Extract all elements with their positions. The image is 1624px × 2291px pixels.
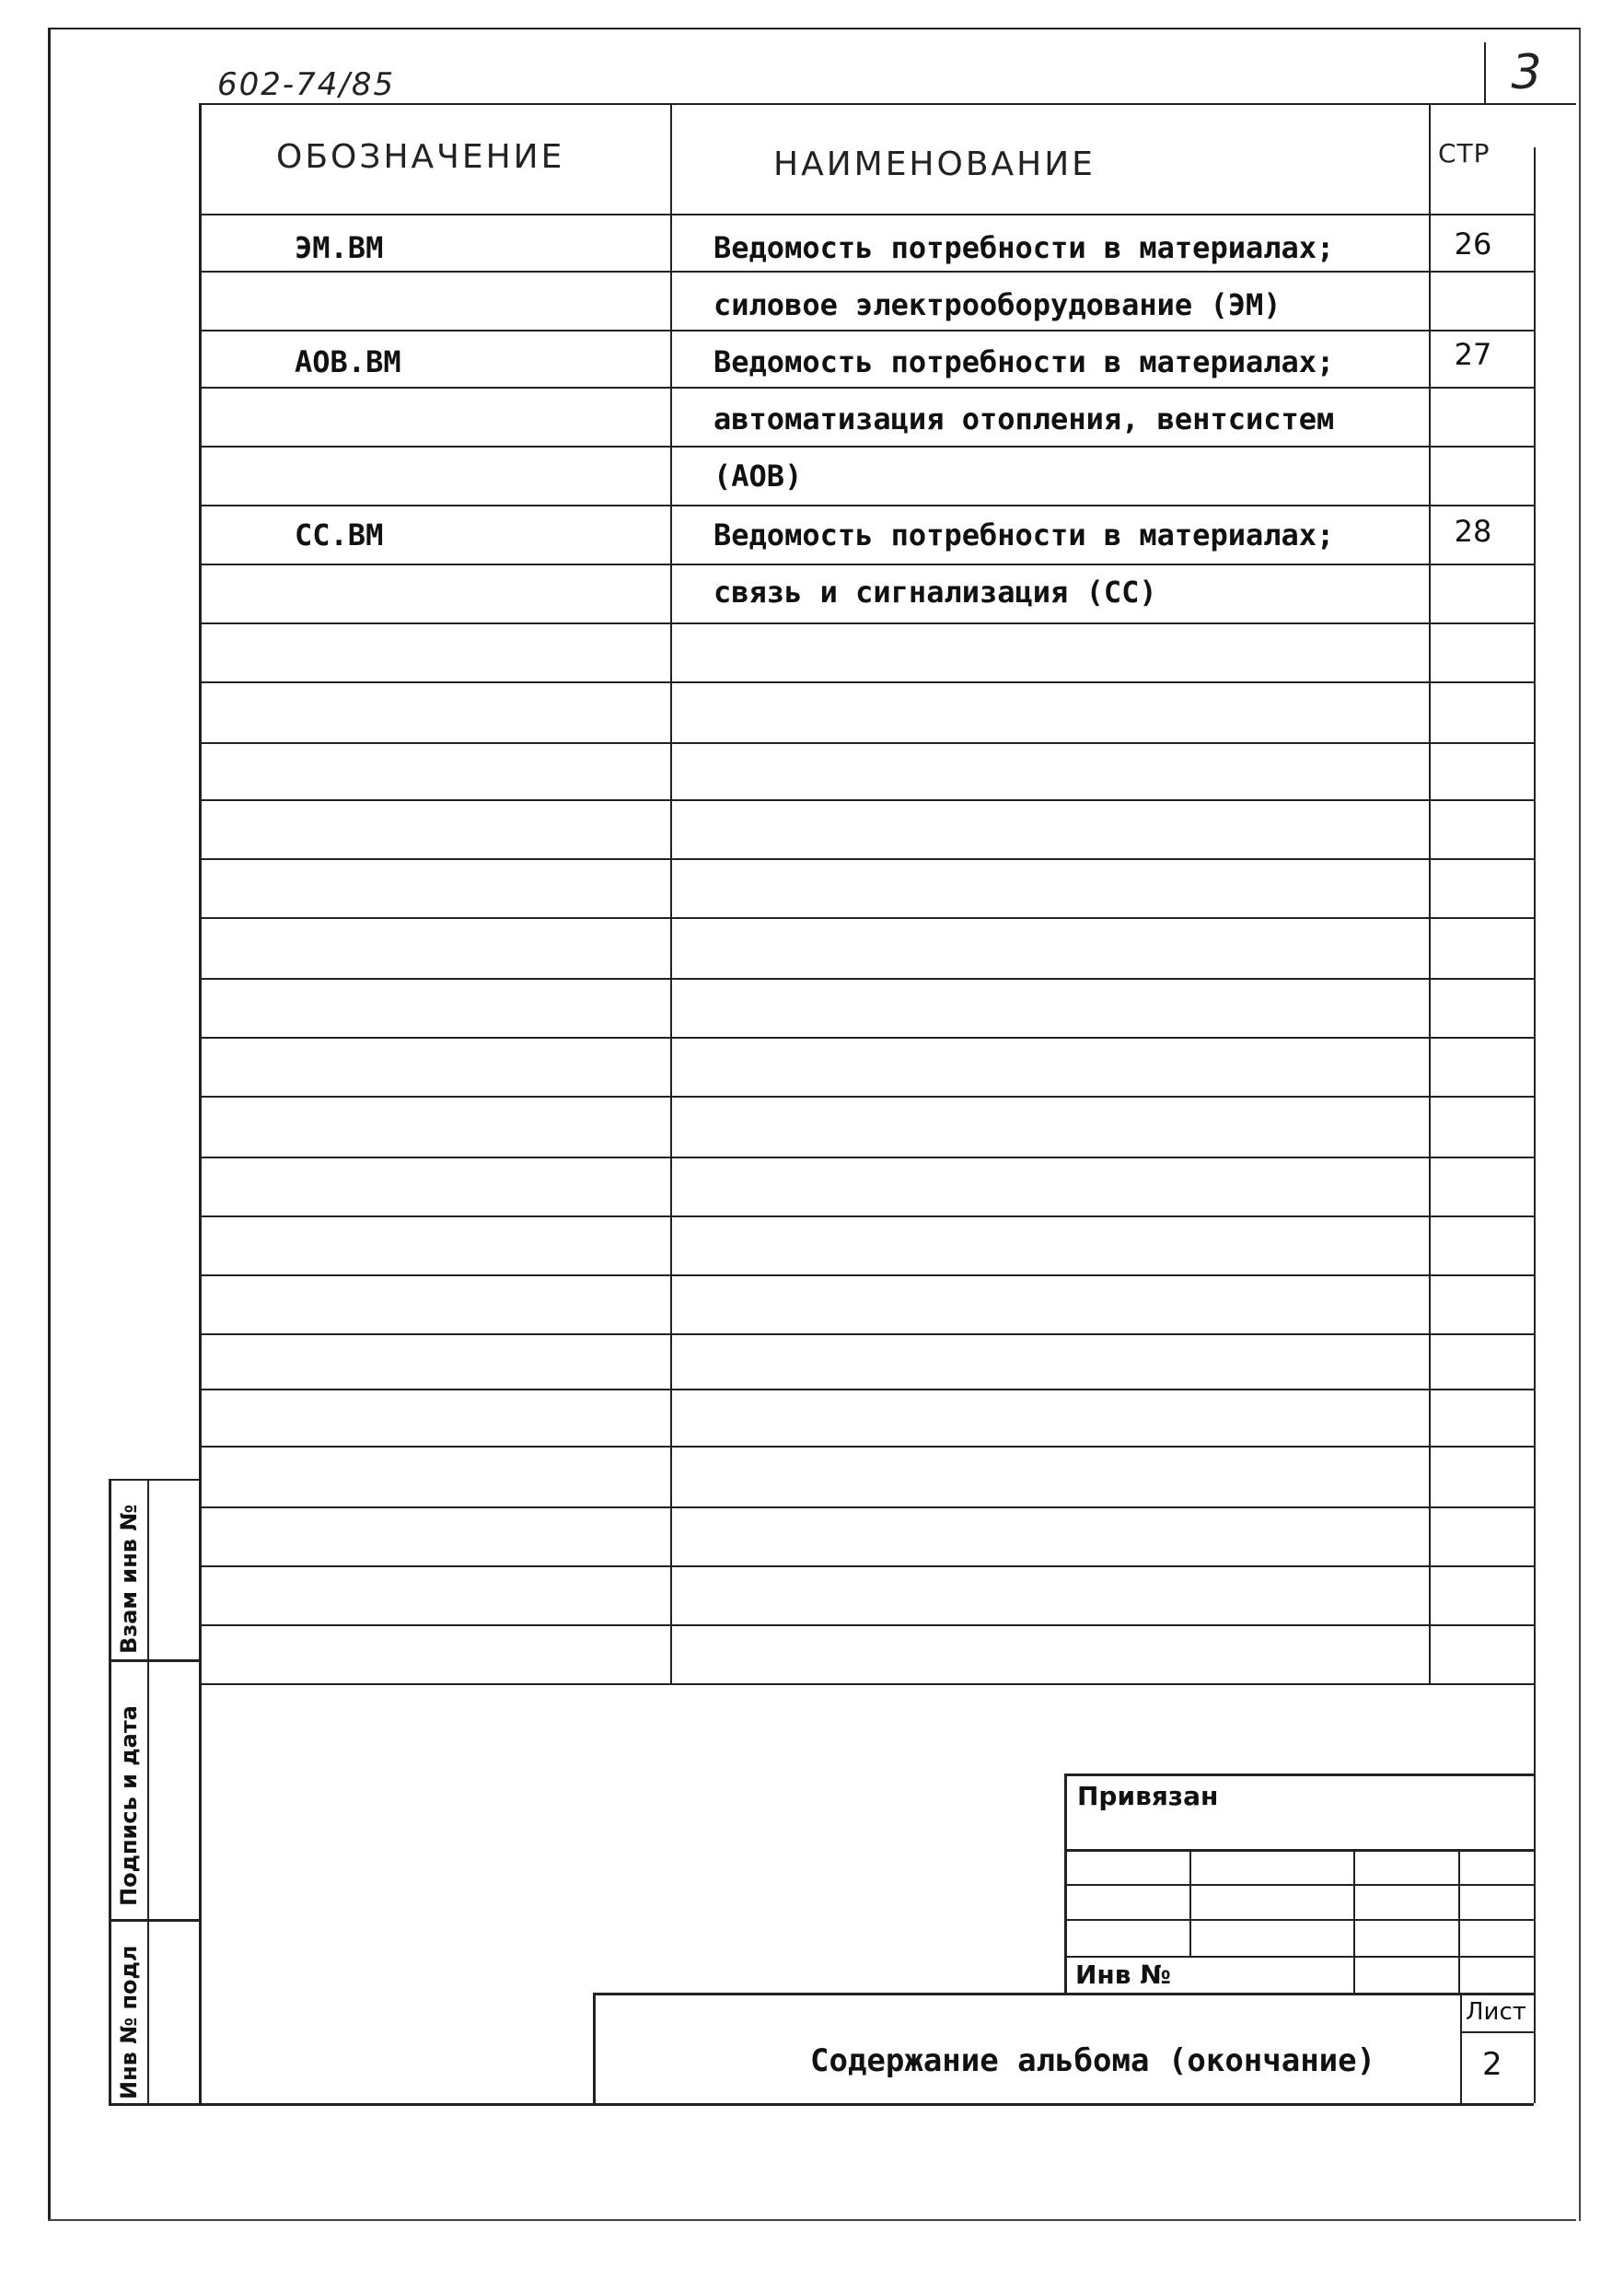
title-block-line-1 [1064,1849,1534,1852]
table-row-line [199,271,1534,273]
table-row-line [199,1565,1534,1567]
title-block-vdiv-2 [1353,1849,1355,1993]
table-left-border [199,103,202,2103]
row-3-name-line-1: Ведомость потребности в материалах; [713,518,1335,552]
table-row-line [199,1446,1534,1448]
table-row-line [199,330,1534,331]
table-row-line [199,1096,1534,1098]
table-row-line [199,1506,1534,1508]
column-header-page: СТР [1438,138,1491,169]
title-block-line-4 [1064,1956,1534,1958]
table-row-line [199,681,1534,683]
table-row-line [199,1274,1534,1276]
title-block-line-3 [1064,1919,1534,1921]
header-bottom-line [199,214,1534,215]
table-row-line [199,978,1534,980]
row-3-page: 28 [1454,514,1492,549]
side-label-podpis-data: Подпись и дата [116,1705,142,1906]
row-2-name-line-3: (АОВ) [713,459,803,494]
row-1-name-line-2: силовое электрооборудование (ЭМ) [713,287,1282,322]
title-strip-top [593,1993,1534,1995]
side-stamp-bottom [109,2103,199,2106]
title-strip-bottom [199,2103,1534,2106]
page-number: 3 [1484,42,1567,105]
inv-no-label: Инв № [1075,1960,1171,1990]
table-row-line [199,799,1534,801]
row-3-code: СС.ВМ [295,518,384,552]
table-right-border [1534,147,1536,2103]
table-row-line [199,1215,1534,1217]
table-row-line [199,917,1534,919]
side-stamp-sep-2 [109,1919,199,1922]
row-1-code: ЭМ.ВМ [295,230,384,265]
table-row-line [199,1333,1534,1335]
sheet-cell-divider [1460,1993,1462,2103]
row-2-page: 27 [1454,337,1492,372]
row-2-name-line-1: Ведомость потребности в материалах; [713,344,1335,379]
table-row-line [199,1157,1534,1158]
table-row-line [199,858,1534,860]
sheet-cell-line [1460,2031,1534,2033]
title-block-top [1064,1773,1534,1776]
table-row-line [199,1683,1534,1685]
column-header-name: НАИМЕНОВАНИЕ [773,145,1096,183]
table-row-line [199,742,1534,744]
document-code: 602-74/85 [217,66,396,103]
side-label-vzam-inv: Взам инв № [116,1504,142,1654]
side-stamp-left-border [109,1479,111,2105]
privyazan-label: Привязан [1077,1781,1219,1811]
table-row-line [199,622,1534,624]
side-stamp-divider [147,1479,149,2105]
row-2-name-line-2: автоматизация отопления, вентсистем [713,401,1335,436]
table-row-line [199,1624,1534,1626]
sheet-number: 2 [1482,2046,1502,2083]
side-label-inv-podl: Инв № подл [116,1945,142,2099]
title-block-vdiv-1 [1189,1849,1191,1956]
frame-bottom-edge [48,2219,1576,2221]
row-1-page: 26 [1454,227,1492,262]
table-row-line [199,446,1534,448]
album-title: Содержание альбома (окончание) [810,2042,1376,2079]
table-top-border [199,103,1576,105]
side-stamp-top [109,1479,199,1481]
column-header-designation: ОБОЗНАЧЕНИЕ [276,138,565,176]
table-row-line [199,505,1534,506]
table-row-line [199,1389,1534,1390]
row-2-code: АОВ.ВМ [295,344,401,379]
side-stamp-sep-1 [109,1659,199,1662]
title-block-line-2 [1064,1884,1534,1886]
row-1-name-line-1: Ведомость потребности в материалах; [713,230,1335,265]
title-strip-left [593,1993,596,2103]
table-row-line [199,387,1534,389]
sheet-label: Лист [1466,1998,1526,2026]
title-block-vdiv-3 [1458,1849,1460,1993]
table-row-line [199,1037,1534,1039]
row-3-name-line-2: связь и сигнализация (СС) [713,575,1157,610]
table-row-line [199,564,1534,565]
